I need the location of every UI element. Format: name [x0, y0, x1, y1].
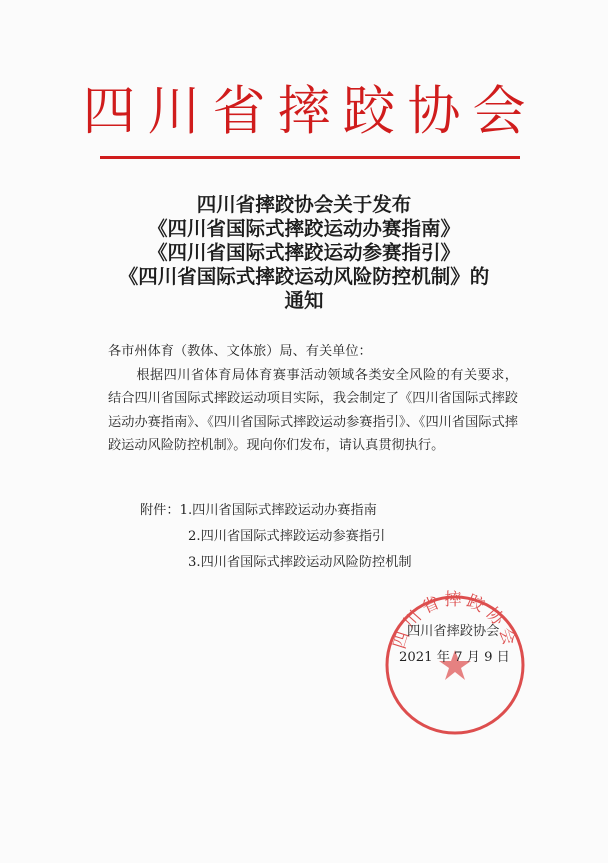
signature-block — [399, 619, 510, 671]
title-line-4: 《四川省国际式摔跤运动风险防控机制》的 — [118, 265, 490, 288]
attachment-item: 3.四川省国际式摔跤运动风险防控机制 — [188, 555, 412, 570]
body-paragraph: 根据四川省体育局体育赛事活动领域各类安全风险的有关要求，结合四川省国际式摔跤运动项目实际，我会制定了《四川省国际式摔跤运动办赛指南》、《四川省国际式摔跤运动参赛指引》、《四川省国际式摔跤运动风险防控机制》。现向你们发布，请认真贯彻执行。 — [108, 367, 518, 453]
notice-title — [0, 193, 608, 313]
letterhead-title: 四川省摔跤协会 — [82, 81, 538, 142]
seal-text: 四川省摔跤协会 — [389, 590, 521, 652]
attachment-row-1 — [140, 498, 412, 524]
notice-body — [108, 340, 518, 458]
attachments-list — [140, 498, 412, 576]
attachment-item: 1.四川省国际式摔跤运动办赛指南 — [179, 503, 377, 518]
title-line-2: 《四川省国际式摔跤运动办赛指南》 — [147, 217, 460, 240]
signature-org: 四川省摔跤协会 — [407, 624, 500, 639]
attachments-label: 附件： — [140, 503, 180, 518]
signature-date: 2021 年 7 月 9 日 — [399, 650, 510, 665]
title-line-5: 通知 — [284, 289, 324, 312]
salutation: 各市州体育（教体、文体旅）局、有关单位： — [108, 344, 372, 359]
attachment-row-3 — [140, 550, 412, 576]
title-line-3: 《四川省国际式摔跤运动参赛指引》 — [147, 241, 460, 264]
title-line-1: 四川省摔跤协会关于发布 — [196, 193, 412, 216]
attachment-item: 2.四川省国际式摔跤运动参赛指引 — [188, 529, 386, 544]
attachment-row-2 — [140, 524, 412, 550]
letterhead-red-rule — [100, 156, 520, 159]
